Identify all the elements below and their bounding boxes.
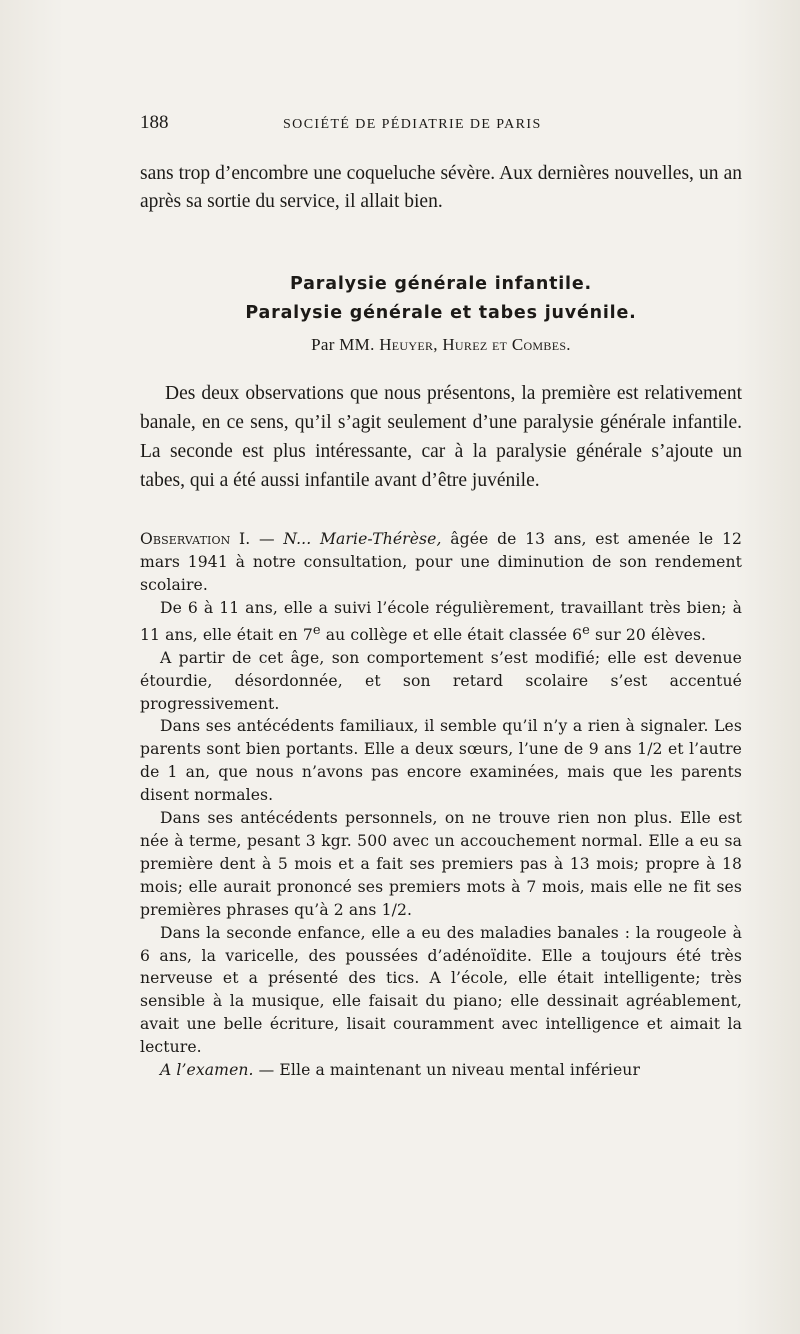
article-authors (140, 332, 742, 358)
article-title-line-1: Paralysie générale infantile. (290, 274, 592, 294)
observation-paragraph-2-part-2: au collège et elle était classée 6 (320, 625, 583, 644)
article-title-line-2: Paralysie générale et tabes juvénile. (245, 303, 637, 323)
authors-names: Heuyer, Hurez et Combes. (379, 335, 571, 354)
running-title: SOCIÉTÉ DE PÉDIATRIE DE PARIS (283, 117, 542, 132)
observation-paragraph-2 (140, 597, 742, 647)
superscript-e: e (582, 622, 590, 638)
superscript-e: e (312, 622, 321, 638)
authors-prefix: Par MM. (311, 335, 375, 354)
observation-dash: — (250, 530, 284, 548)
page-number: 188 (140, 112, 169, 133)
text-column (140, 112, 742, 1082)
running-head (140, 112, 742, 142)
intro-paragraph: sans trop d’encombre une coqueluche sévère. Aux dernières nouvelles, un an après sa sortie du service, il allait bien. (140, 163, 742, 212)
observation-label: Observation I. (140, 530, 251, 548)
page-body (140, 160, 742, 1082)
patient-name: N... Marie-Thérèse, (283, 530, 442, 548)
article-title-block (140, 270, 742, 358)
observation-paragraph-2-part-1: De 6 à 11 ans, elle a suivi l’école régulièrement, travaillant très bien; à 11 ans, elle était en 7 (140, 598, 742, 644)
lead-paragraph: Des deux observations que nous présentons, la première est relativement banale, en ce sens, qu’il s’agit seulement d’une paralysie générale infantile. La seconde est plus intéressante, car à la paralysie générale s’ajoute un tabes, qui a été aussi infantile avant d’être juvénile. (140, 383, 742, 491)
observation-paragraph-7 (140, 1059, 742, 1082)
observation-paragraph-1 (140, 528, 742, 597)
observation-paragraph-6: Dans la seconde enfance, elle a eu des maladies banales : la rougeole à 6 ans, la varicelle, des poussées d’adénoïdite. Elle a toujours été très nerveuse et a présenté des tics. A l’école, elle était intelligente; très sensible à la musique, elle faisait du piano; elle dessinait agréablement, avait une belle écriture, lisait couramment avec intelligence et aimait la lecture. (140, 923, 742, 1057)
observation-paragraph-3: A partir de cet âge, son comportement s’est modifié; elle est devenue étourdie, désordonnée, et son retard scolaire s’est accentué progressivement. (140, 648, 742, 713)
observation-paragraph-1-text: âgée de 13 ans, est amenée le 12 mars 1941 à notre consultation, pour une diminution de son rendement scolaire. (140, 530, 742, 594)
examen-heading: A l’examen. (160, 1061, 254, 1080)
observation-paragraph-5: Dans ses antécédents personnels, on ne trouve rien non plus. Elle est née à terme, pesant 3 kgr. 500 avec un accouchement normal. Elle a eu sa première dent à 5 mois et a fait ses premiers pas à 13 mois; propre à 18 mois; elle aurait prononcé ses premiers mots à 7 mois, mais elle ne fit ses premières phrases qu’à 2 ans 1/2. (140, 809, 742, 919)
observation-paragraph-7-text: — Elle a maintenant un niveau mental inférieur (253, 1061, 640, 1080)
observation-paragraph-2-part-3: sur 20 élèves. (589, 625, 707, 644)
observation-paragraph-4: Dans ses antécédents familiaux, il semble qu’il n’y a rien à signaler. Les parents sont bien portants. Elle a deux sœurs, l’une de 9 ans 1/2 et l’autre de 1 an, que nous n’avons pas encore examinées, mais que les parents disent normales. (140, 717, 742, 805)
